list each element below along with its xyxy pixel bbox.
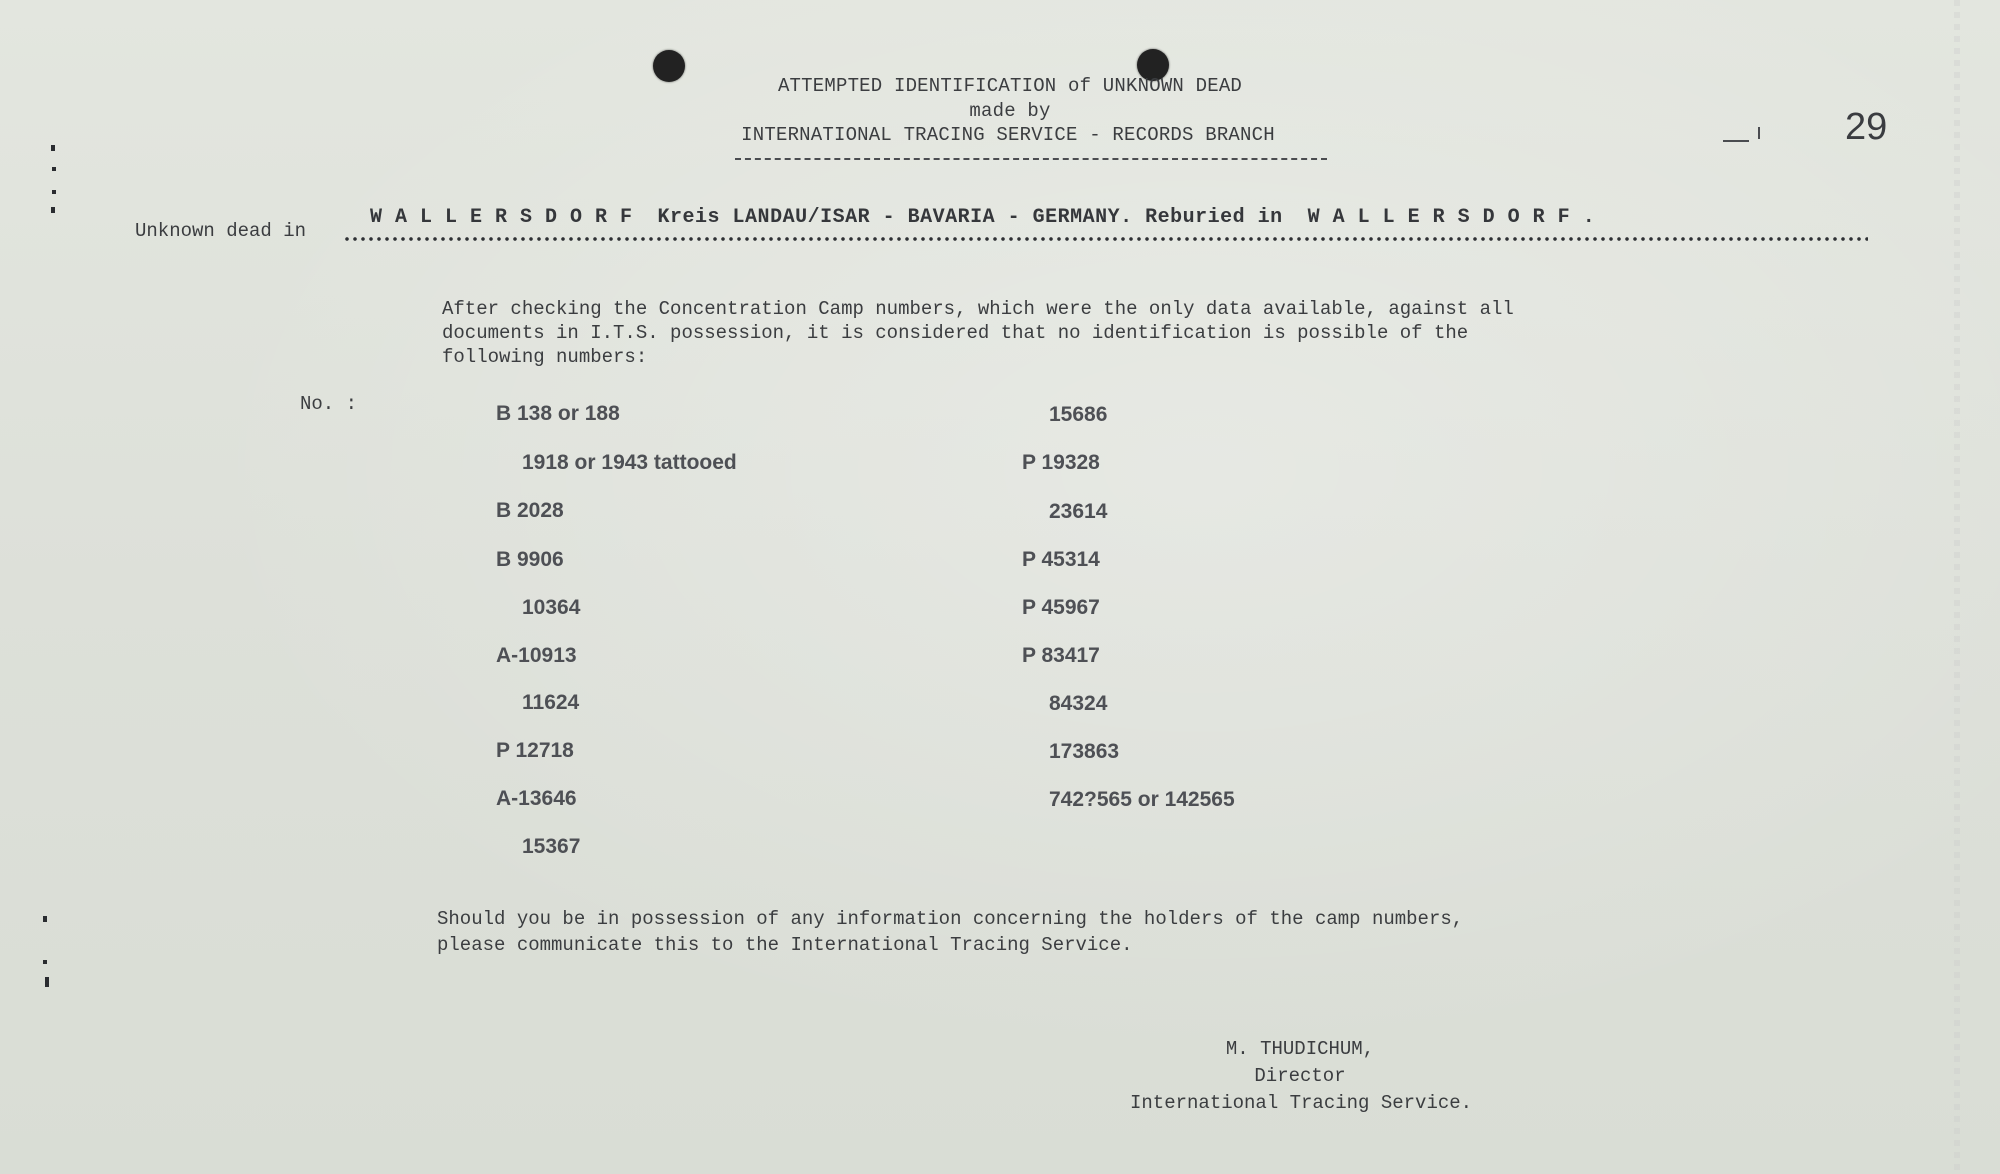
camp-number: 84324 [1049, 692, 1108, 715]
page-number: 29 [1845, 106, 1888, 148]
camp-number: 10364 [522, 596, 581, 619]
margin-mark [45, 977, 49, 987]
intro-paragraph: After checking the Concentration Camp numbers, which were the only data available, against all documents in I.T.S. possession, it is considered that no identification is possible of the following numbers: [442, 298, 1514, 368]
camp-number: P 45314 [1022, 548, 1100, 571]
numbers-label: No. : [300, 393, 358, 415]
camp-number: 1918 or 1943 tattooed [522, 451, 737, 474]
right-edge-texture [1954, 0, 1960, 1174]
signatory-title: Director [1254, 1065, 1346, 1087]
camp-number: B 138 or 188 [496, 402, 620, 425]
margin-mark [52, 167, 56, 171]
organization-line: INTERNATIONAL TRACING SERVICE - RECORDS BRANCH [741, 124, 1275, 146]
camp-number: 173863 [1049, 740, 1120, 763]
margin-mark [51, 207, 55, 213]
burial-location: W A L L E R S D O R F Kreis LANDAU/ISAR - BAVARIA - GERMANY. Reburied in W A L L E R S D O R F . [370, 206, 1596, 229]
header-underline [735, 158, 1327, 163]
unknown-dead-label: Unknown dead in [135, 220, 307, 242]
page-mark-dash [1723, 140, 1749, 142]
camp-number: B 9906 [496, 548, 564, 571]
camp-number: 742?565 or 142565 [1049, 788, 1235, 811]
margin-mark [52, 190, 56, 194]
camp-number: B 2028 [496, 499, 564, 522]
page-mark-tick [1758, 127, 1760, 139]
camp-number: 23614 [1049, 500, 1108, 523]
camp-number: P 45967 [1022, 596, 1100, 619]
camp-number: P 19328 [1022, 451, 1100, 474]
camp-number: 15686 [1049, 403, 1108, 426]
camp-number: A-10913 [496, 644, 577, 667]
signatory-organization: International Tracing Service. [1130, 1092, 1473, 1114]
margin-mark [43, 916, 47, 922]
margin-mark [51, 145, 55, 151]
dotted-leader [343, 236, 1868, 242]
closing-paragraph: Should you be in possession of any information concerning the holders of the camp numbers, please communicate this to the International Tracing Service. [437, 908, 1464, 956]
document-title: ATTEMPTED IDENTIFICATION of UNKNOWN DEAD [777, 75, 1243, 97]
camp-number: P 83417 [1022, 644, 1100, 667]
camp-number: 11624 [522, 691, 580, 714]
camp-number: 15367 [522, 835, 581, 858]
made-by-line: made by [969, 100, 1051, 122]
signatory-name: M. THUDICHUM, [1225, 1038, 1375, 1060]
signature-block [1130, 1036, 1473, 1117]
camp-number: A-13646 [496, 787, 577, 810]
camp-number: P 12718 [496, 739, 574, 762]
margin-mark [43, 960, 47, 964]
